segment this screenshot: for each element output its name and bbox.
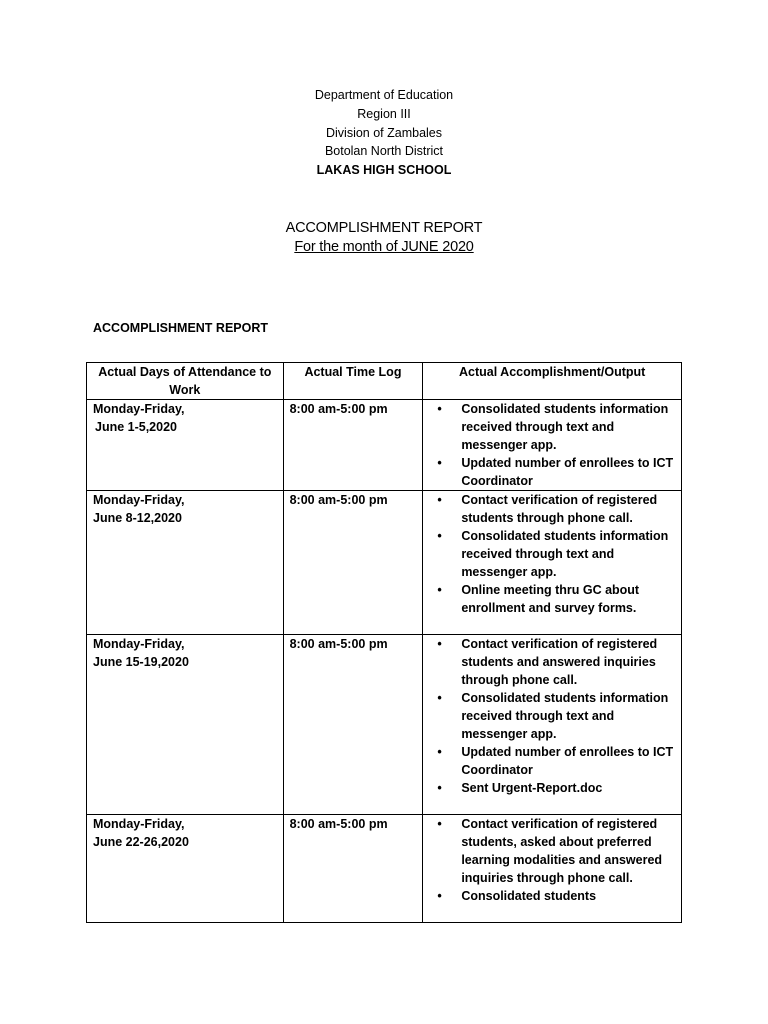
list-item: • Consolidated students bbox=[461, 887, 675, 905]
column-header-time-log: Actual Time Log bbox=[283, 363, 423, 400]
list-item: • Consolidated students information received through text and messenger app. bbox=[461, 400, 675, 454]
accomplishment-list bbox=[429, 635, 675, 797]
list-item: • Updated number of enrollees to ICT Coordinator bbox=[461, 743, 675, 779]
cell-accomplishment bbox=[423, 400, 682, 491]
cell-time-log: 8:00 am-5:00 pm bbox=[283, 491, 423, 635]
accomplishment-list bbox=[429, 491, 675, 617]
cell-accomplishment bbox=[423, 491, 682, 635]
days-label: Monday-Friday, bbox=[93, 402, 185, 416]
accomplishment-list bbox=[429, 815, 675, 905]
report-title-line1: ACCOMPLISHMENT REPORT bbox=[285, 220, 483, 236]
accomplishment-table bbox=[86, 362, 682, 923]
days-label: Monday-Friday, bbox=[93, 817, 185, 831]
list-item: • Updated number of enrollees to ICT Coordinator bbox=[461, 454, 675, 490]
days-label: Monday-Friday, bbox=[93, 493, 185, 507]
cell-days bbox=[87, 400, 284, 491]
cell-accomplishment bbox=[423, 635, 682, 815]
table-row bbox=[87, 400, 682, 491]
column-header-accomplishment: Actual Accomplishment/Output bbox=[423, 363, 682, 400]
days-date-range: June 1-5,2020 bbox=[95, 420, 177, 434]
table-row bbox=[87, 491, 682, 635]
cell-accomplishment bbox=[423, 815, 682, 923]
table-row bbox=[87, 815, 682, 923]
cell-days bbox=[87, 815, 284, 923]
header-line-district: Botolan North District bbox=[324, 144, 444, 159]
list-item: • Consolidated students information received through text and messenger app. bbox=[461, 527, 675, 581]
days-date-range: June 15-19,2020 bbox=[93, 655, 189, 669]
list-item: • Contact verification of registered students and answered inquiries through phone call. bbox=[461, 635, 675, 689]
cell-days bbox=[87, 491, 284, 635]
cell-time-log: 8:00 am-5:00 pm bbox=[283, 635, 423, 815]
cell-days bbox=[87, 635, 284, 815]
days-label: Monday-Friday, bbox=[93, 637, 185, 651]
accomplishment-list bbox=[429, 400, 675, 490]
table-row bbox=[87, 635, 682, 815]
header-line-department: Department of Education bbox=[314, 88, 454, 102]
list-item: • Contact verification of registered students, asked about preferred learning modalities and answered inquiries through phone call. bbox=[461, 815, 675, 887]
cell-time-log: 8:00 am-5:00 pm bbox=[283, 815, 423, 923]
header-school-name: LAKAS HIGH SCHOOL bbox=[316, 163, 452, 178]
header-line-division: Division of Zambales bbox=[325, 125, 442, 140]
list-item: • Online meeting thru GC about enrollment and survey forms. bbox=[461, 581, 675, 617]
days-date-range: June 22-26,2020 bbox=[93, 835, 189, 849]
column-header-days: Actual Days of Attendance to Work bbox=[87, 363, 284, 400]
letterhead bbox=[0, 86, 768, 180]
list-item: • Sent Urgent-Report.doc bbox=[461, 779, 675, 797]
list-item: • Consolidated students information received through text and messenger app. bbox=[461, 689, 675, 743]
days-date-range: June 8-12,2020 bbox=[93, 511, 182, 525]
cell-time-log: 8:00 am-5:00 pm bbox=[283, 400, 423, 491]
report-title-line2: For the month of JUNE 2020 bbox=[294, 239, 474, 255]
list-item: • Contact verification of registered students through phone call. bbox=[461, 491, 675, 527]
report-title bbox=[0, 219, 768, 257]
section-heading: ACCOMPLISHMENT REPORT bbox=[93, 321, 268, 335]
table-header-row bbox=[87, 363, 682, 400]
header-line-region: Region III bbox=[357, 106, 411, 121]
